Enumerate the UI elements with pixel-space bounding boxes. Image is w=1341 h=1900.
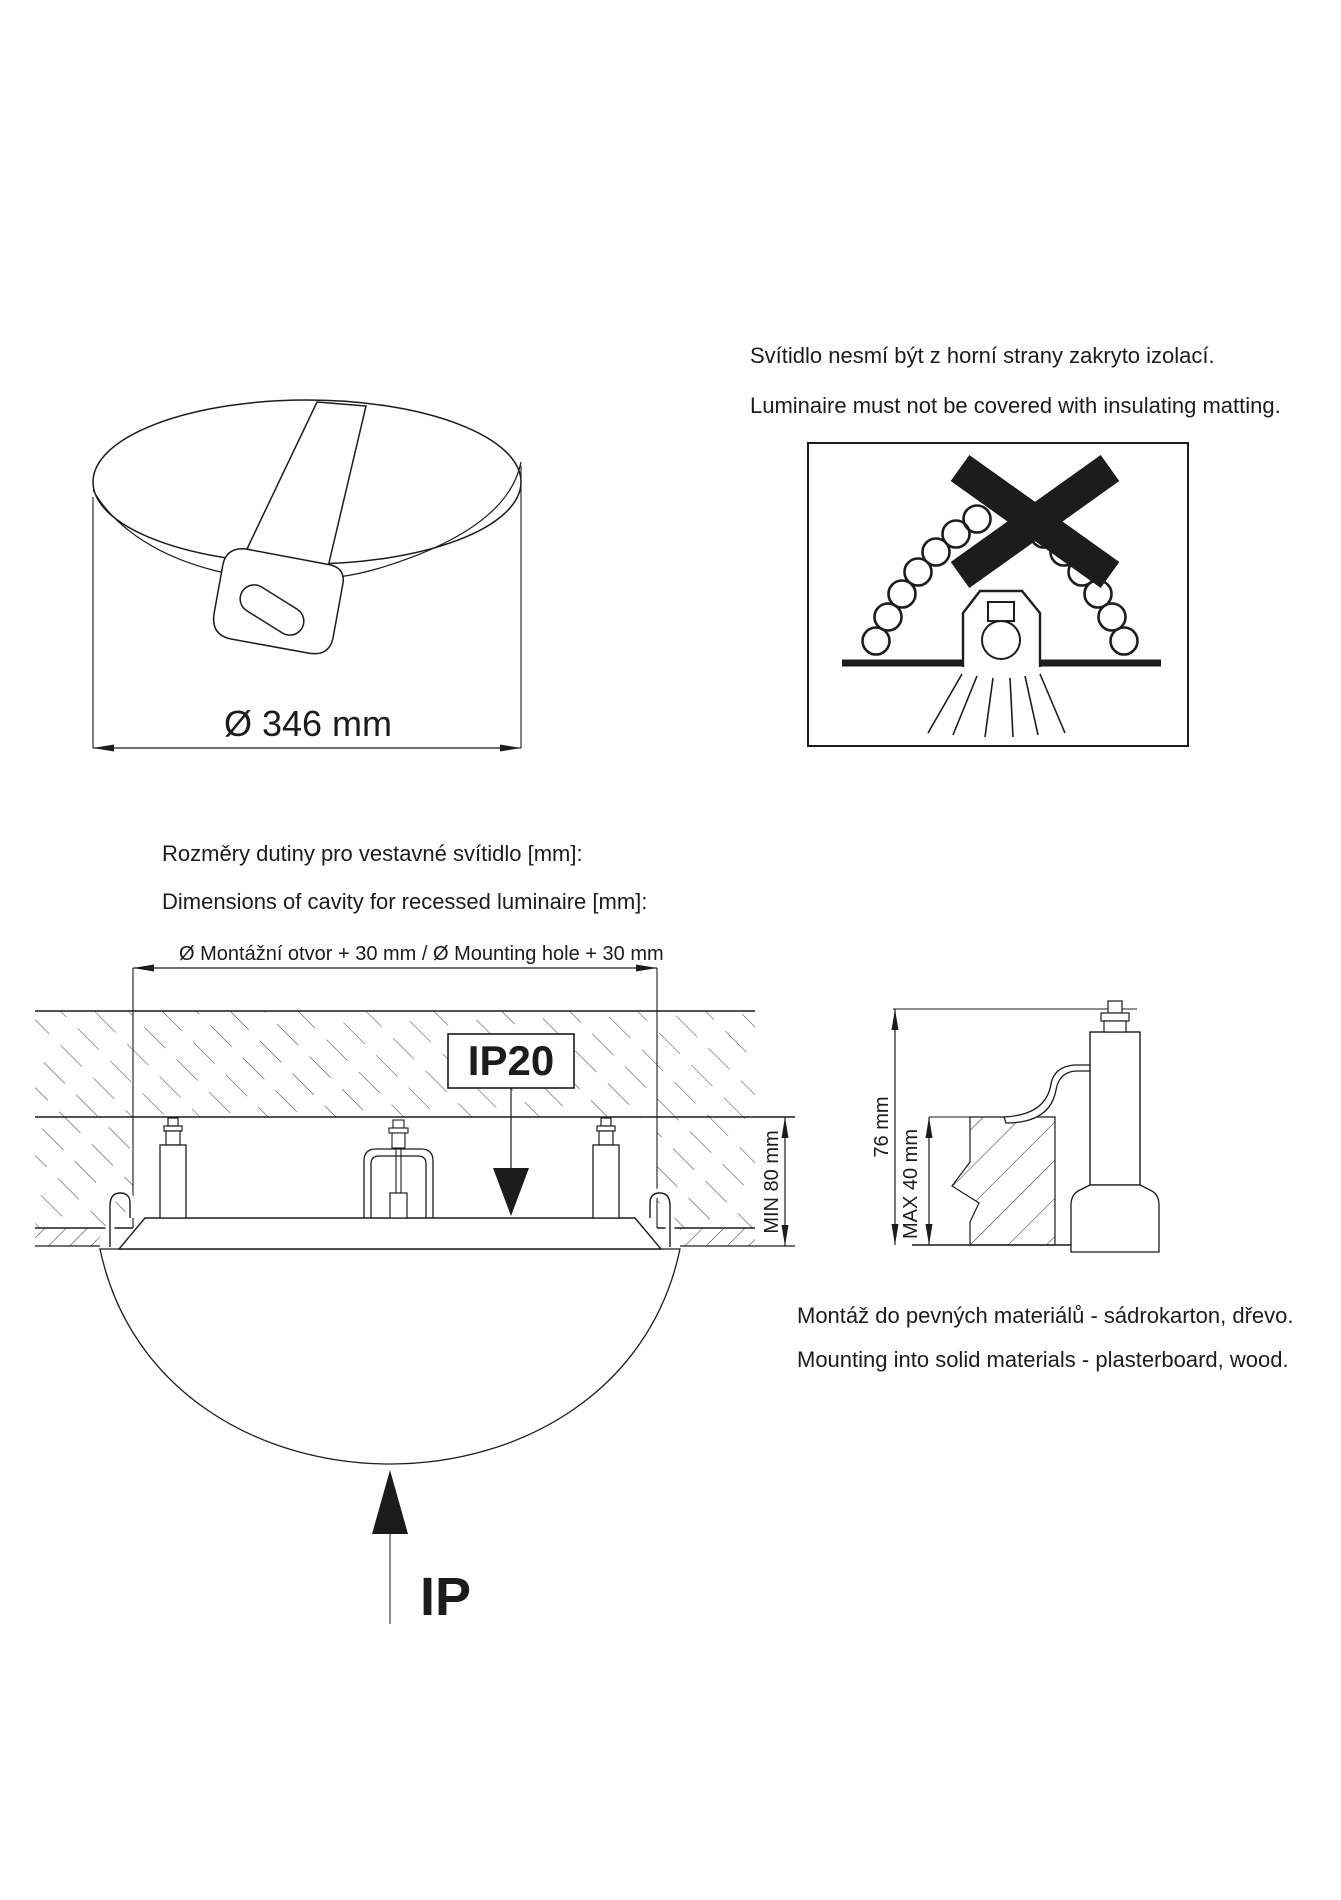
height-label: 76 mm	[871, 1096, 893, 1158]
side-detail-figure	[893, 1001, 1159, 1252]
ceiling-panel	[952, 1117, 1055, 1245]
min-depth-label: MIN 80 mm	[761, 1130, 783, 1234]
ip-arrow-label: IP	[420, 1567, 472, 1627]
max-panel-label: MAX 40 mm	[900, 1128, 922, 1240]
down-arrow-icon	[493, 1168, 529, 1216]
luminaire-base-tray	[119, 1218, 661, 1249]
cavity-heading-en: Dimensions of cavity for recessed luminaire [mm]:	[162, 889, 648, 914]
ip-up-arrow-icon	[372, 1470, 408, 1624]
insulation-warning-text-en: Luminaire must not be covered with insulating matting.	[750, 393, 1281, 418]
diameter-label: Ø 346 mm	[223, 703, 393, 744]
mounting-note-en: Mounting into solid materials - plasterboard, wood.	[797, 1347, 1289, 1372]
fixing-post-left	[160, 1118, 186, 1218]
mounting-hole-label: Ø Montážní otvor + 30 mm / Ø Mounting hole + 30 mm	[179, 943, 664, 965]
ip20-rating-label: IP20	[467, 1037, 555, 1084]
insulation-warning-figure	[808, 443, 1188, 746]
cavity-cross-section-figure	[35, 968, 795, 1624]
lamp-bulb-icon	[982, 621, 1020, 659]
luminaire-dome	[100, 1249, 680, 1464]
cavity-heading-cs: Rozměry dutiny pro vestavné svítidlo [mm]:	[162, 841, 583, 866]
mounting-note-cs: Montáž do pevných materiálů - sádrokarton, dřevo.	[797, 1303, 1294, 1328]
insulation-warning-text-cs: Svítidlo nesmí být z horní strany zakryto izolací.	[750, 343, 1215, 368]
luminaire-top-view-figure	[93, 400, 521, 748]
fixing-post-right	[593, 1118, 619, 1218]
spring-clip	[1004, 1065, 1091, 1123]
luminaire-base-side	[1071, 1185, 1159, 1252]
mounting-clip-arm	[246, 402, 366, 567]
center-bracket	[364, 1120, 433, 1218]
luminaire-housing-side	[1090, 1032, 1140, 1185]
